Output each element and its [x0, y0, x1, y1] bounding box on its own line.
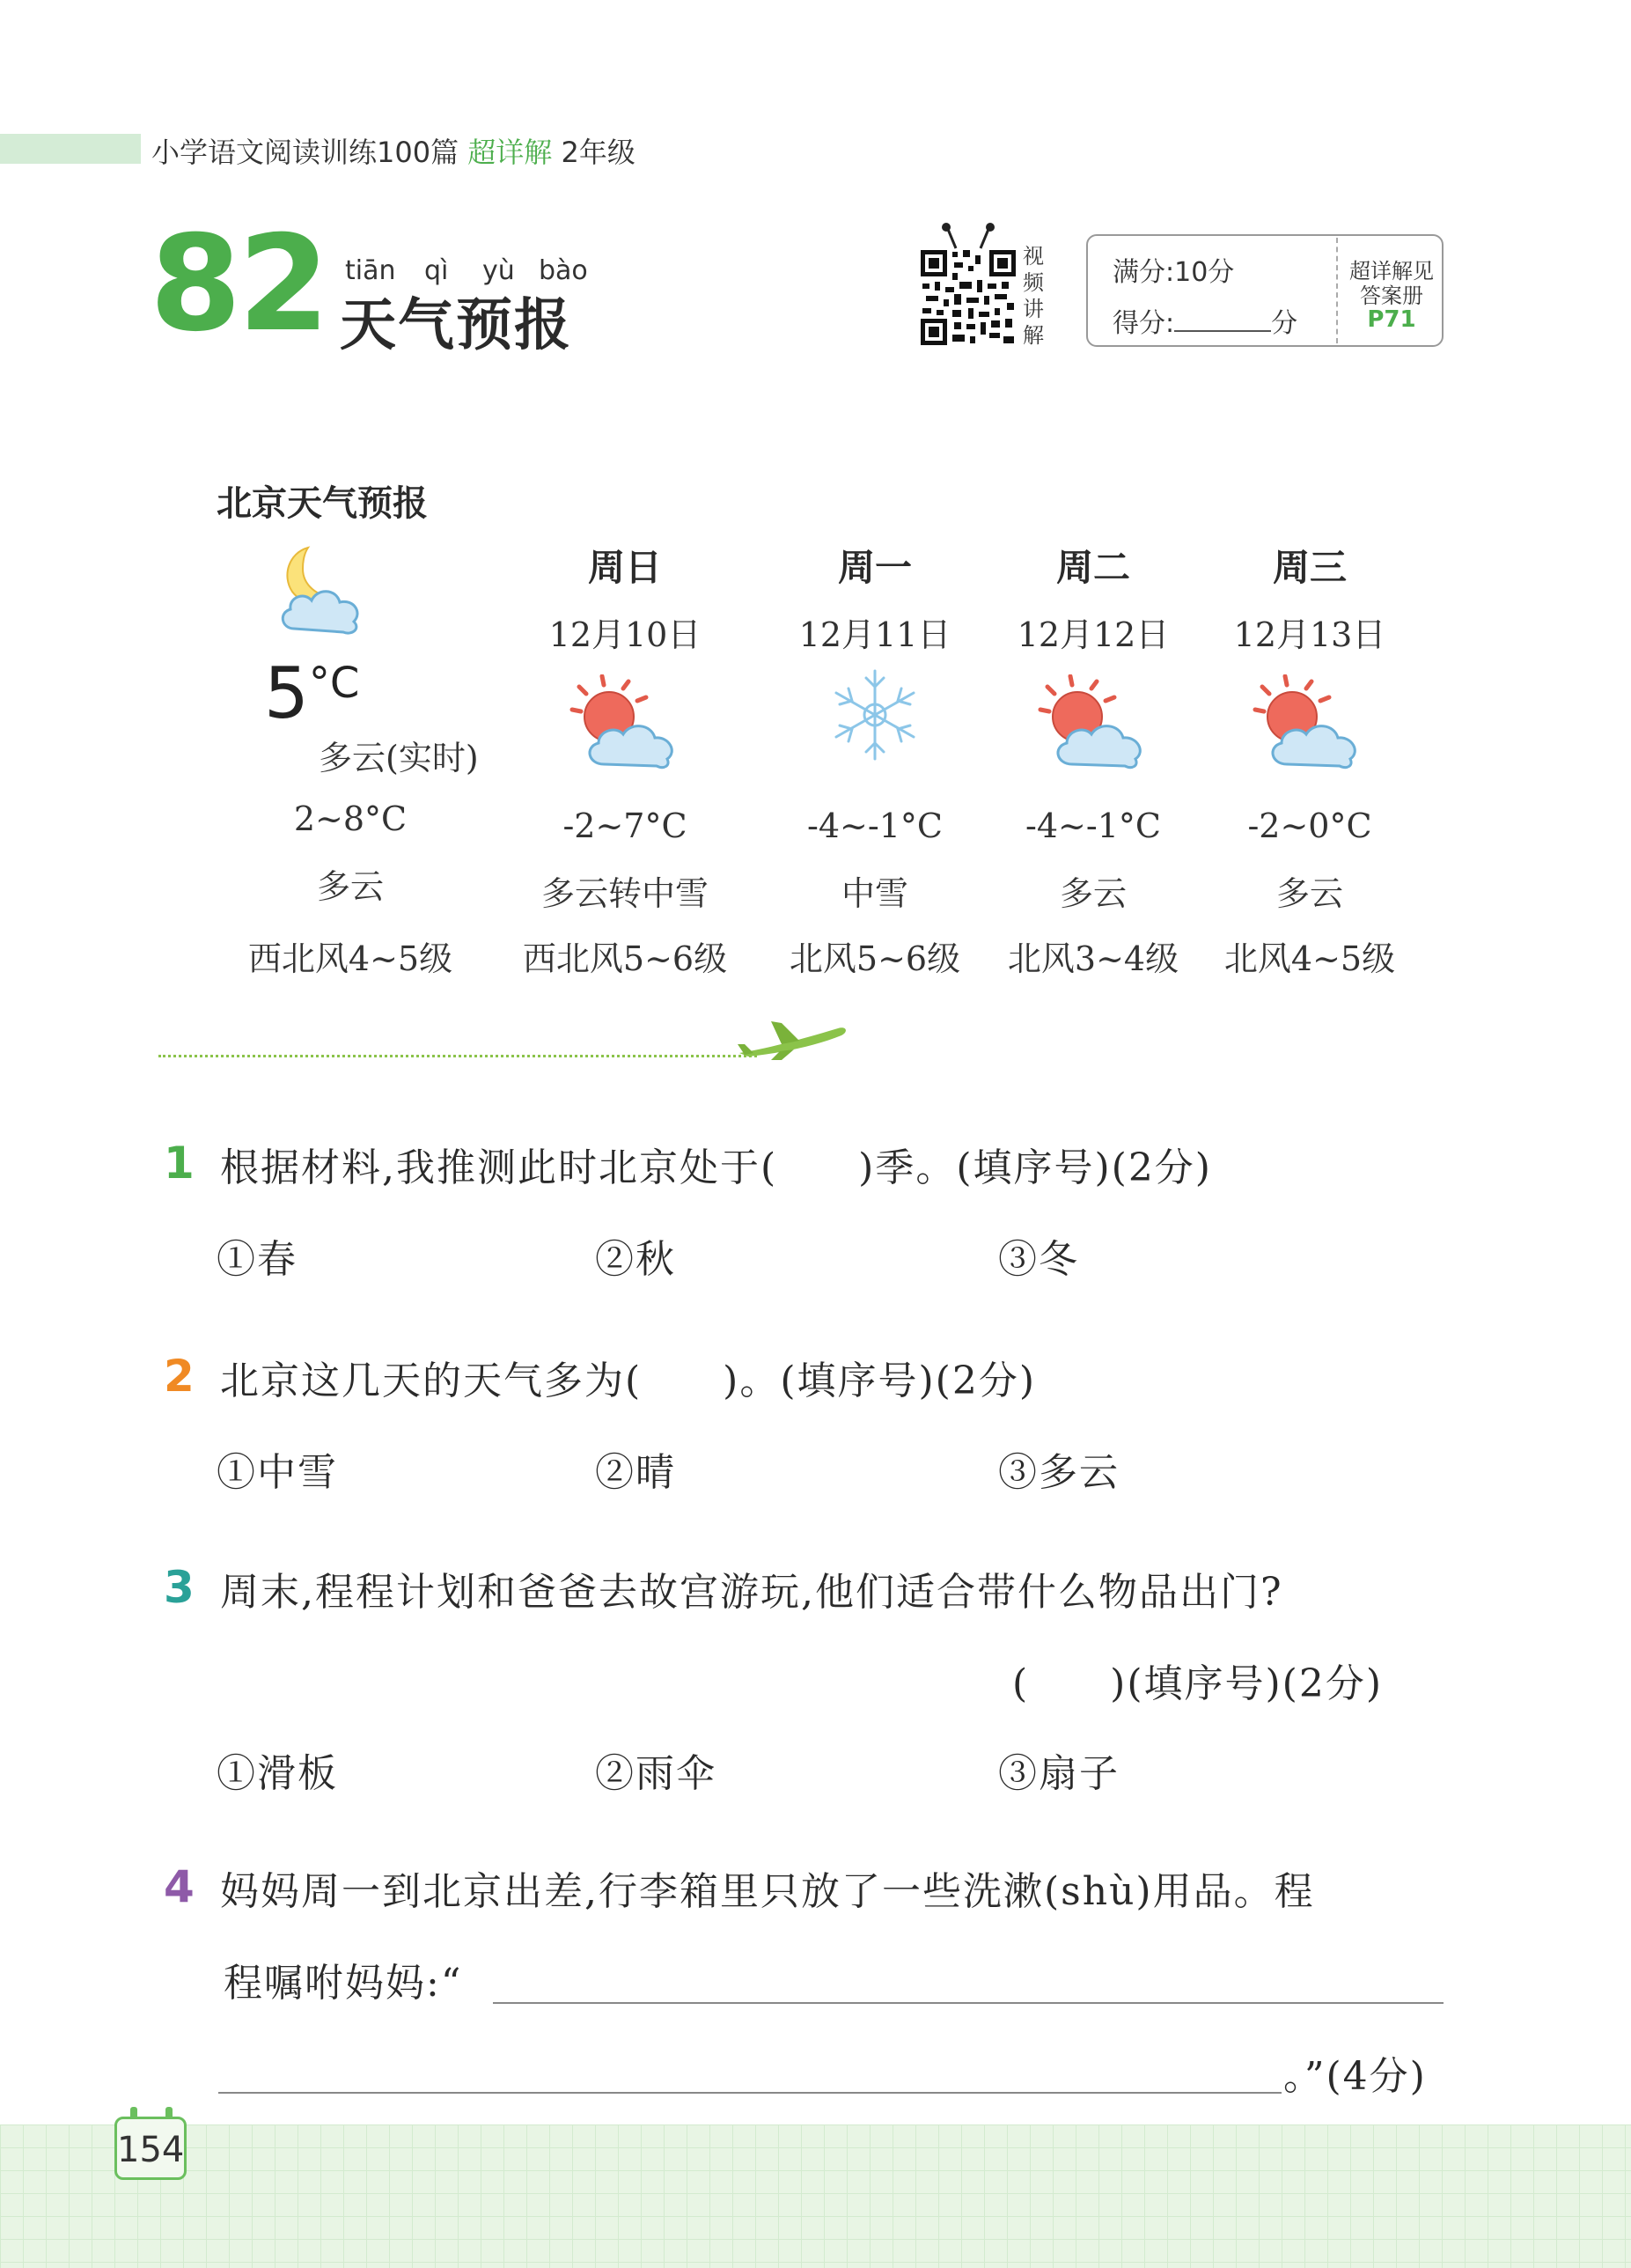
page-number: 154	[114, 2117, 187, 2180]
airplane-icon	[736, 1018, 849, 1062]
grade-label: 2年级	[561, 136, 636, 169]
lesson-title: 天气预报	[340, 293, 572, 358]
current-temperature: $5^{^\circ C}$	[264, 652, 360, 734]
date-wednesday: 12月13日	[1233, 615, 1386, 654]
sun-cloud-icon	[1037, 674, 1151, 771]
book-title: 小学语文阅读训练100篇	[151, 136, 459, 169]
question-3-answer-blank[interactable]: ( )(填序号)(2分)	[1012, 1661, 1383, 1706]
range-wednesday: -2~0°C	[1247, 806, 1372, 845]
snowflake-icon	[826, 666, 924, 764]
question-3-option-2[interactable]: ②雨伞	[595, 1751, 716, 1796]
day-name-monday: 周一	[837, 546, 912, 589]
question-4-text-end: 。”(4分)	[1283, 2054, 1427, 2099]
wind-tuesday: 北风3~4级	[1007, 939, 1179, 978]
question-4-text-line2: 程嘱咐妈妈:“	[224, 1961, 463, 2006]
pinyin-2: qì	[424, 255, 449, 286]
question-number-3: 3	[164, 1562, 195, 1613]
question-2-option-2[interactable]: ②晴	[595, 1450, 676, 1495]
forecast-title: 北京天气预报	[217, 483, 428, 524]
answer-ref-line1: 超详解见	[1349, 259, 1434, 284]
current-wind: 西北风4~5级	[247, 939, 453, 978]
sun-cloud-icon	[569, 674, 683, 771]
question-2-option-3[interactable]: ③多云	[998, 1450, 1120, 1495]
score-blank[interactable]	[1174, 309, 1271, 332]
header-accent-bar	[0, 134, 141, 164]
day-name-tuesday: 周二	[1055, 546, 1130, 589]
question-1-option-3[interactable]: ③冬	[998, 1237, 1079, 1282]
full-score: 满分:10分	[1113, 257, 1235, 288]
score-suffix: 分	[1271, 308, 1298, 339]
question-1-option-1[interactable]: ①春	[217, 1237, 298, 1282]
answer-line-2[interactable]	[218, 2092, 1282, 2094]
day-name-sunday: 周日	[587, 546, 662, 589]
range-tuesday: -4~-1°C	[1025, 806, 1161, 845]
pinyin-1: tiān	[345, 255, 396, 286]
wind-monday: 北风5~6级	[789, 939, 961, 978]
video-lesson-label: 视 频 讲 解	[1023, 244, 1044, 348]
score-field[interactable]	[1113, 301, 1297, 340]
book-header	[151, 130, 636, 171]
answer-ref-line2: 答案册	[1360, 284, 1423, 308]
weather-monday: 中雪	[841, 874, 908, 913]
date-sunday: 12月10日	[548, 615, 702, 654]
question-number-4: 4	[164, 1861, 195, 1912]
series-label: 超详解	[467, 136, 553, 169]
date-monday: 12月11日	[798, 615, 951, 654]
answer-ref-page: P71	[1367, 306, 1416, 333]
score-divider	[1336, 238, 1338, 343]
footer-grid-background	[0, 2124, 1631, 2268]
dotted-divider	[158, 1055, 757, 1057]
question-2-text: 北京这几天的天气多为( )。(填序号)(2分)	[220, 1359, 1036, 1403]
antenna-icon	[937, 222, 1000, 250]
question-number-2: 2	[164, 1351, 195, 1402]
question-4-text: 妈妈周一到北京出差,行李箱里只放了一些洗漱(shù)用品。程	[220, 1869, 1315, 1914]
lesson-number: 82	[150, 208, 327, 361]
question-1-text: 根据材料,我推测此时北京处于( )季。(填序号)(2分)	[220, 1145, 1212, 1190]
question-3-text: 周末,程程计划和爸爸去故宫游玩,他们适合带什么物品出门?	[220, 1570, 1283, 1615]
question-3-option-3[interactable]: ③扇子	[998, 1751, 1120, 1796]
day-name-wednesday: 周三	[1272, 546, 1347, 589]
current-range: 2~8°C	[293, 799, 408, 838]
question-2-option-1[interactable]: ①中雪	[217, 1450, 338, 1495]
current-weather: 多云	[316, 867, 384, 906]
wind-wednesday: 北风4~5级	[1223, 939, 1396, 978]
weather-tuesday: 多云	[1059, 874, 1127, 913]
pinyin-3: yù	[482, 255, 515, 286]
question-number-1: 1	[164, 1138, 195, 1189]
answer-line-1[interactable]	[493, 2002, 1444, 2004]
date-tuesday: 12月12日	[1017, 615, 1170, 654]
sun-cloud-icon	[1252, 674, 1366, 771]
range-sunday: -2~7°C	[562, 806, 687, 845]
range-monday: -4~-1°C	[807, 806, 943, 845]
pinyin-4: bào	[539, 255, 588, 286]
moon-cloud-icon	[275, 544, 373, 637]
score-label: 得分:	[1113, 308, 1175, 339]
wind-sunday: 西北风5~6级	[522, 939, 728, 978]
weather-wednesday: 多云	[1275, 874, 1343, 913]
question-3-option-1[interactable]: ①滑板	[217, 1751, 338, 1796]
weather-sunday: 多云转中雪	[540, 874, 709, 913]
question-1-option-2[interactable]: ②秋	[595, 1237, 676, 1282]
current-condition: 多云(实时)	[319, 739, 479, 777]
qr-code-icon[interactable]	[919, 248, 1018, 347]
